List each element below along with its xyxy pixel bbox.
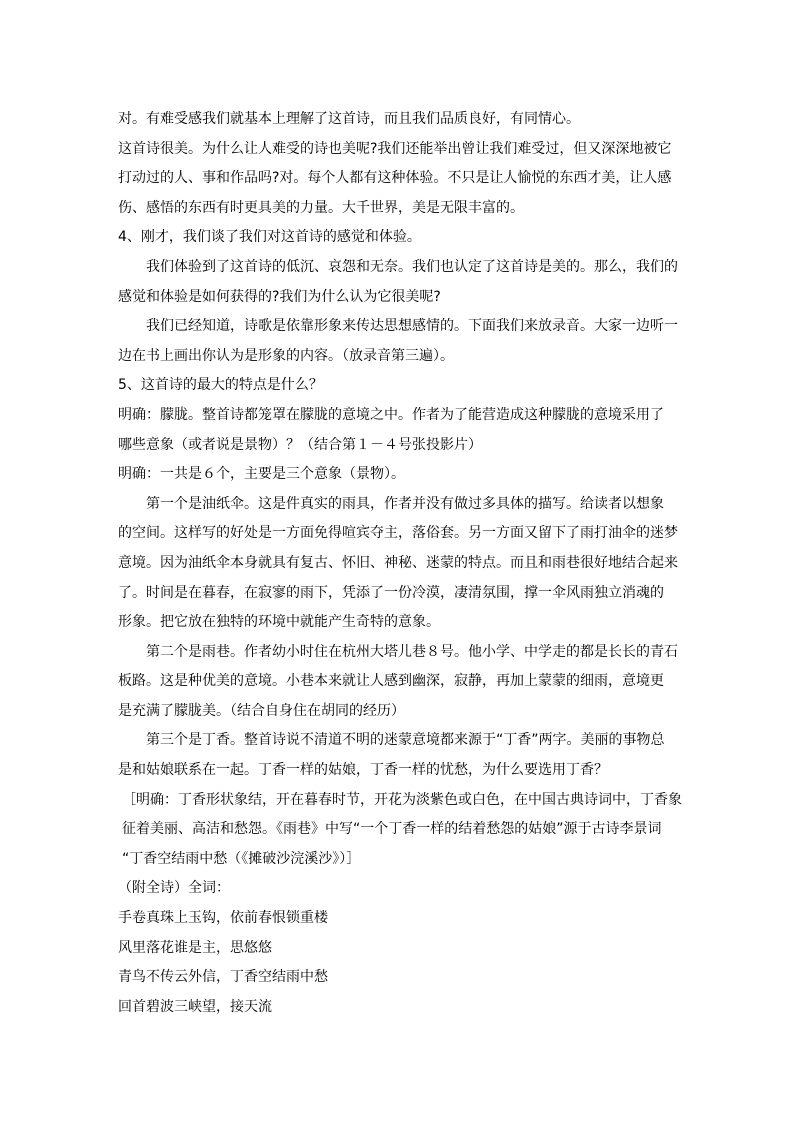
- text-line: 我们体验到了这首诗的低沉、哀怨和无奈。我们也认定了这首诗是美的。那么，我们的: [146, 258, 678, 275]
- text-line: 第一个是油纸伞。这是件真实的雨具，作者并没有做过多具体的描写。给读者以想象: [146, 495, 664, 512]
- text-line: “丁香空结雨中愁（《摊破沙浣溪沙》）］: [122, 850, 361, 867]
- text-line: 感觉和体验是如何获得的?我们为什么认为它很美呢?: [118, 288, 441, 305]
- text-line: 形象。把它放在独特的环境中就能产生奇特的意象。: [118, 614, 440, 631]
- text-line: 板路。这是种优美的意境。小巷本来就让人感到幽深，寂静，再加上蒙蒙的细雨，意境更: [118, 673, 664, 690]
- text-line: 边在书上画出你认为是形象的内容。（放录音第三遍）。: [118, 347, 454, 364]
- text-line: 是和姑娘联系在一起。丁香一样的姑娘，丁香一样的忧愁，为什么要选用丁香？: [118, 762, 608, 779]
- text-line: 伤、感悟的东西有时更具美的力量。大千世界，美是无限丰富的。: [118, 199, 524, 216]
- text-line: 征着美丽、高洁和愁怨。《雨巷》中写“一个丁香一样的结着愁怨的姑娘”源于古诗李景词: [122, 821, 662, 838]
- text-line: 我们已经知道，诗歌是依靠形象来传达思想感情的。下面我们来放录音。大家一边听一: [146, 318, 678, 335]
- poem-line: 风里落花谁是主，思悠悠: [118, 939, 272, 956]
- poem-line: 青鸟不传云外信，丁香空结雨中愁: [118, 969, 328, 986]
- text-line: 了。时间是在暮春，在寂寥的雨下，凭添了一份冷漠，凄清氛围，撑一伞风雨独立消魂的: [118, 584, 664, 601]
- poem-line: 手卷真珠上玉钩，依前春恨锁重楼: [118, 910, 328, 927]
- text-line: 意境。因为油纸伞本身就具有复古、怀旧、神秘、迷蒙的特点。而且和雨巷很好地结合起来: [118, 554, 678, 571]
- poem-line: 回首碧波三峡望，接天流: [118, 998, 272, 1015]
- text-line: ［明确：丁香形状象结，开在暮春时节，开花为淡紫色或白色，在中国古典诗词中，丁香象: [122, 791, 682, 808]
- text-line: 的空间。这样写的好处是一方面免得喧宾夺主，落俗套。另一方面又留下了雨打油伞的迷梦: [118, 525, 678, 542]
- text-line: 第二个是雨巷。作者幼小时住在杭州大塔儿巷８号。他小学、中学走的都是长长的青石: [146, 643, 678, 660]
- text-line: 打动过的人、事和作品吗?对。每个人都有这种体验。不只是让人愉悦的东西才美，让人感: [118, 170, 672, 187]
- text-line: 第三个是丁香。整首诗说不清道不明的迷蒙意境都来源于“丁香”两字。美丽的事物总: [146, 732, 665, 749]
- text-line: 明确：朦胧。整首诗都笼罩在朦胧的意境之中。作者为了能营造成这种朦胧的意境采用了: [118, 406, 664, 423]
- text-line: 这首诗很美。为什么让人难受的诗也美呢?我们还能举出曾让我们难受过，但又深深地被它: [118, 140, 672, 157]
- text-line: 对。有难受感我们就基本上理解了这首诗，而且我们品质良好，有同情心。: [118, 111, 580, 127]
- document-body: [118, 105, 682, 1022]
- text-line: 5、这首诗的最大的特点是什么？: [118, 377, 323, 394]
- text-line: 哪些意象（或者说是景物）？（结合第１－４号张投影片）: [118, 436, 482, 453]
- text-line: 是充满了朦胧美。（结合自身住在胡同的经历）: [118, 702, 405, 719]
- text-line: 4、刚才，我们谈了我们对这首诗的感觉和体验。: [118, 229, 421, 246]
- text-line: 明确：一共是６个，主要是三个意象（景物）。: [118, 466, 405, 483]
- text-line: （附全诗）全词：: [118, 880, 230, 897]
